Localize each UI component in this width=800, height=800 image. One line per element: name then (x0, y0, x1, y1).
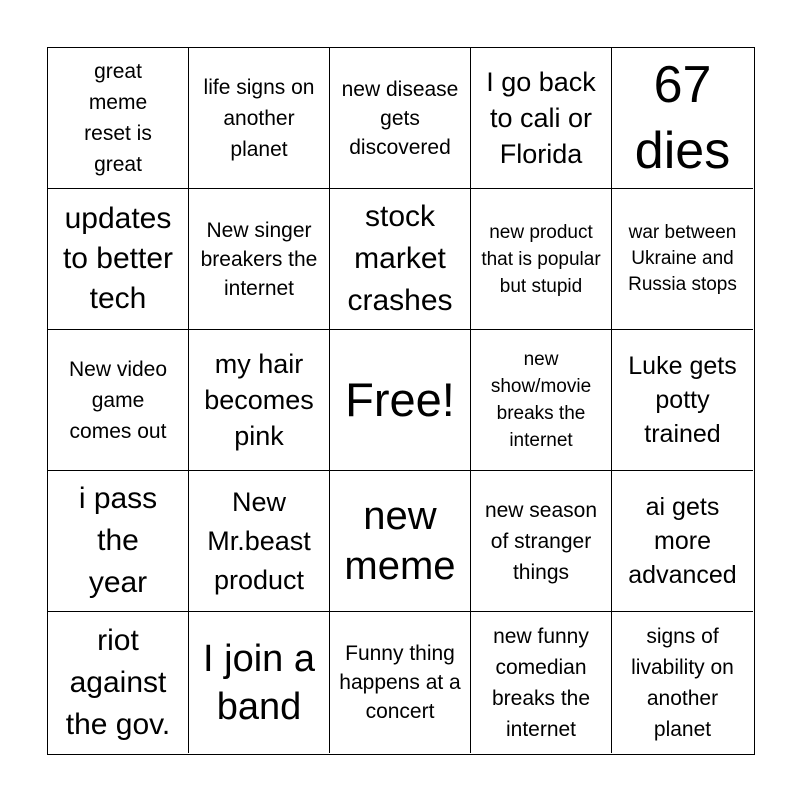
bingo-cell[interactable] (471, 48, 612, 189)
cell-text: my hair becomes pink (204, 349, 314, 451)
bingo-cell[interactable] (189, 330, 330, 471)
cell-text: New Mr.beast product (207, 486, 311, 595)
bingo-cell[interactable] (48, 189, 189, 330)
bingo-cell[interactable] (48, 612, 189, 753)
bingo-cell[interactable] (330, 48, 471, 189)
cell-text: I go back to cali or Florida (486, 67, 596, 169)
cell-text: I join a band (203, 637, 315, 728)
cell-text: life signs on another planet (203, 75, 315, 161)
bingo-cell[interactable] (471, 612, 612, 753)
bingo-cell[interactable] (612, 48, 753, 189)
bingo-cell[interactable] (189, 471, 330, 612)
bingo-cell[interactable] (189, 48, 330, 189)
cell-text: 67 dies (634, 56, 731, 180)
cell-text: war between Ukraine and Russia stops (628, 222, 737, 295)
bingo-cell[interactable] (48, 471, 189, 612)
cell-text: Free! (345, 373, 455, 426)
cell-text: New singer breakers the internet (200, 218, 318, 300)
cell-text: new meme (344, 494, 456, 588)
bingo-cell[interactable] (330, 471, 471, 612)
cell-text: Luke gets potty trained (628, 352, 737, 448)
cell-text: stock market crashes (347, 200, 453, 317)
bingo-cell[interactable] (48, 48, 189, 189)
bingo-card (47, 47, 755, 755)
cell-text: new funny comedian breaks the internet (491, 624, 591, 741)
cell-text: updates to better tech (62, 202, 174, 315)
bingo-cell[interactable] (330, 612, 471, 753)
cell-text: ai gets more advanced (628, 493, 737, 589)
cell-text: new product that is popular but stupid (481, 221, 601, 297)
cell-text: New video game comes out (68, 357, 168, 443)
cell-text: signs of livability on another planet (631, 624, 734, 741)
cell-text: new season of stranger things (484, 498, 598, 584)
bingo-cell[interactable] (612, 612, 753, 753)
bingo-cell[interactable] (330, 330, 471, 471)
bingo-cell[interactable] (189, 189, 330, 330)
bingo-cell[interactable] (612, 471, 753, 612)
cell-text: great meme reset is great (84, 60, 152, 176)
cell-text: riot against the gov. (65, 623, 171, 741)
bingo-cell[interactable] (471, 330, 612, 471)
bingo-cell[interactable] (612, 330, 753, 471)
cell-text: Funny thing happens at a concert (339, 642, 461, 723)
cell-text: new show/movie breaks the internet (490, 349, 592, 451)
bingo-cell[interactable] (189, 612, 330, 753)
bingo-cell[interactable] (612, 189, 753, 330)
bingo-cell[interactable] (330, 189, 471, 330)
bingo-cell[interactable] (48, 330, 189, 471)
bingo-cell[interactable] (471, 189, 612, 330)
cell-text: i pass the year (78, 482, 158, 599)
cell-text: new disease gets discovered (341, 77, 459, 159)
bingo-cell[interactable] (471, 471, 612, 612)
